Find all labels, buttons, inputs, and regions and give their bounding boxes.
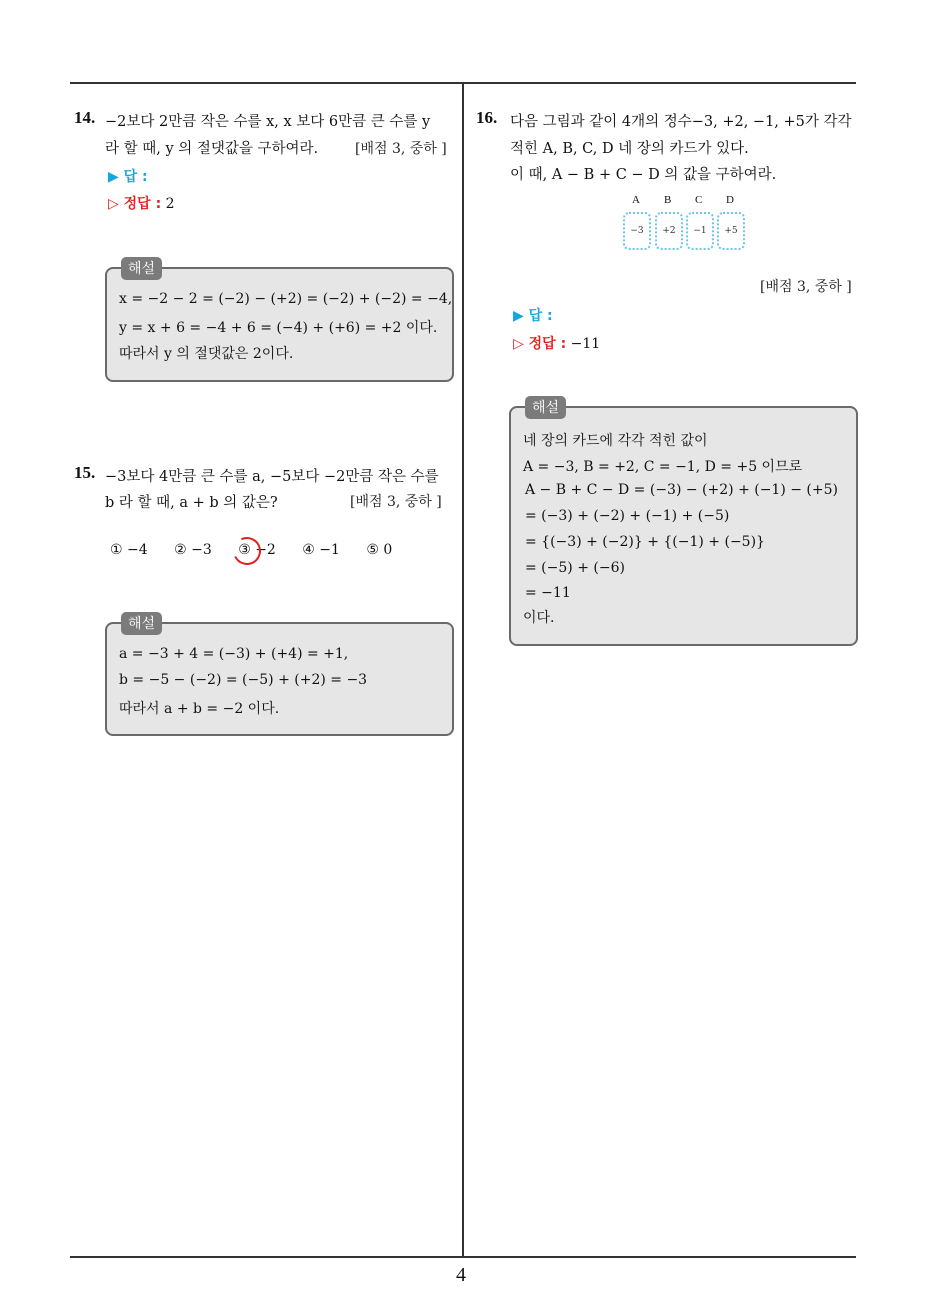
correct-answer bbox=[108, 193, 175, 213]
explanation-line: a = −3 + 4 = (−3) + (+4) = +1, bbox=[119, 646, 349, 662]
correct-label: ▷ 정답 : bbox=[108, 196, 162, 212]
question-number: 15. bbox=[74, 463, 96, 482]
question-text-line1: −2보다 2만큼 작은 수를 x, x 보다 6만큼 큰 수를 y bbox=[105, 114, 431, 130]
answer-label: ▶ 답 : bbox=[513, 308, 553, 324]
question-text-line3: 이 때, A − B + C − D 의 값을 구하여라. bbox=[510, 167, 777, 183]
card: +2 bbox=[655, 212, 683, 250]
correct-answer bbox=[513, 333, 600, 353]
card: −1 bbox=[686, 212, 714, 250]
explanation-box bbox=[105, 616, 454, 736]
question-text-line2: 라 할 때, y 의 절댓값을 구하여라. bbox=[105, 141, 319, 157]
card-label: D bbox=[726, 194, 734, 206]
explanation-tag: 해설 bbox=[121, 612, 162, 635]
choice-3-selected[interactable]: ③ −2 bbox=[238, 542, 276, 558]
choice-2[interactable]: ② −3 bbox=[174, 542, 212, 558]
explanation-line: 따라서 a + b = −2 이다. bbox=[119, 701, 280, 717]
explanation-box bbox=[105, 261, 454, 382]
explanation-line: 네 장의 카드에 각각 적힌 값이 bbox=[523, 433, 708, 449]
correct-label: ▷ 정답 : bbox=[513, 336, 567, 352]
column-divider bbox=[462, 82, 464, 1257]
correct-value: 2 bbox=[165, 196, 175, 212]
explanation-tag: 해설 bbox=[121, 257, 162, 280]
explanation-line: 이다. bbox=[523, 610, 555, 626]
choice-4[interactable]: ④ −1 bbox=[302, 542, 340, 558]
explanation-line: b = −5 − (−2) = (−5) + (+2) = −3 bbox=[119, 672, 368, 688]
selected-circle-icon bbox=[229, 533, 265, 569]
score-info: [배점 3, 중하 ] bbox=[760, 279, 852, 295]
choice-1[interactable]: ① −4 bbox=[110, 542, 148, 558]
correct-value: −11 bbox=[570, 336, 601, 352]
explanation-tag: 해설 bbox=[525, 396, 566, 419]
explanation-line: A − B + C − D = (−3) − (+2) + (−1) − (+5) bbox=[525, 482, 838, 498]
score-info: [배점 3, 중하 ] bbox=[350, 494, 442, 510]
explanation-line: y = x + 6 = −4 + 6 = (−4) + (+6) = +2 이다. bbox=[119, 320, 438, 336]
explanation-line: = −11 bbox=[525, 585, 571, 601]
explanation-line: 따라서 y 의 절댓값은 2이다. bbox=[119, 346, 294, 362]
question-number: 14. bbox=[74, 108, 96, 127]
card-label: C bbox=[695, 194, 703, 206]
page-number: 4 bbox=[456, 1264, 466, 1286]
explanation-line: = (−5) + (−6) bbox=[525, 560, 625, 576]
explanation-line: x = −2 − 2 = (−2) − (+2) = (−2) + (−2) = −4, bbox=[119, 291, 453, 307]
choice-list bbox=[110, 542, 414, 558]
question-text-line2: 적힌 A, B, C, D 네 장의 카드가 있다. bbox=[510, 141, 749, 157]
card-figure bbox=[622, 194, 747, 254]
question-text-line1: 다음 그림과 같이 4개의 정수−3, +2, −1, +5가 각각 bbox=[510, 114, 852, 130]
explanation-line: A = −3, B = +2, C = −1, D = +5 이므로 bbox=[523, 459, 803, 475]
bottom-rule bbox=[70, 1256, 856, 1258]
card: −3 bbox=[623, 212, 651, 250]
explanation-line: = {(−3) + (−2)} + {(−1) + (−5)} bbox=[525, 534, 765, 550]
score-info: [배점 3, 중하 ] bbox=[355, 141, 447, 157]
question-text-line1: −3보다 4만큼 큰 수를 a, −5보다 −2만큼 작은 수를 bbox=[105, 469, 439, 485]
question-number: 16. bbox=[476, 108, 498, 127]
card-label: B bbox=[664, 194, 672, 206]
choice-5[interactable]: ⑤ 0 bbox=[366, 542, 393, 558]
explanation-line: = (−3) + (−2) + (−1) + (−5) bbox=[525, 508, 730, 524]
answer-label: ▶ 답 : bbox=[108, 169, 148, 185]
card: +5 bbox=[717, 212, 745, 250]
question-text-line2: b 라 할 때, a + b 의 값은? bbox=[105, 495, 278, 511]
card-label: A bbox=[632, 194, 640, 206]
explanation-box bbox=[509, 400, 858, 646]
